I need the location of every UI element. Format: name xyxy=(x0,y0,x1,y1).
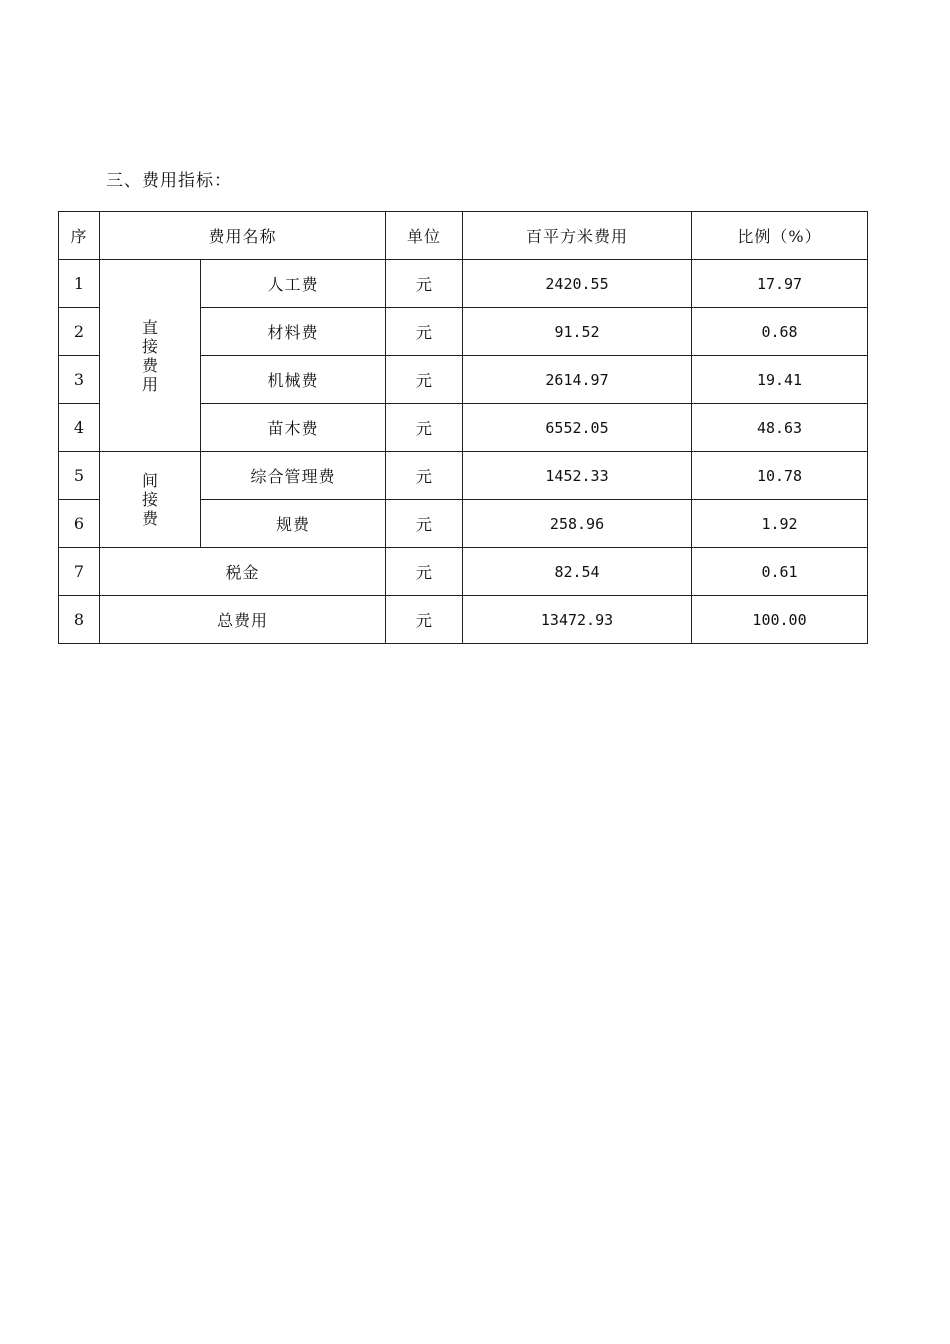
row-name: 机械费 xyxy=(201,356,386,404)
row-seq: 5 xyxy=(59,452,100,500)
group-indirect-label: 间接费 xyxy=(141,471,158,528)
row-name: 规费 xyxy=(201,500,386,548)
header-seq: 序 xyxy=(59,212,100,260)
row-cost: 258.96 xyxy=(463,500,692,548)
row-ratio: 100.00 xyxy=(692,596,868,644)
row-unit: 元 xyxy=(386,404,463,452)
row-seq: 8 xyxy=(59,596,100,644)
row-cost: 13472.93 xyxy=(463,596,692,644)
row-cost: 6552.05 xyxy=(463,404,692,452)
group-direct-label: 直接费用 xyxy=(141,317,158,394)
row-cost: 1452.33 xyxy=(463,452,692,500)
row-unit: 元 xyxy=(386,500,463,548)
row-unit: 元 xyxy=(386,548,463,596)
row-name: 综合管理费 xyxy=(201,452,386,500)
row-ratio: 0.61 xyxy=(692,548,868,596)
row-ratio: 10.78 xyxy=(692,452,868,500)
section-heading: 三、费用指标： xyxy=(106,171,232,191)
row-ratio: 0.68 xyxy=(692,308,868,356)
row-unit: 元 xyxy=(386,452,463,500)
table-row xyxy=(59,452,868,500)
row-seq: 7 xyxy=(59,548,100,596)
group-direct-cost xyxy=(100,260,201,452)
row-cost: 2420.55 xyxy=(463,260,692,308)
row-ratio: 48.63 xyxy=(692,404,868,452)
header-ratio: 比例（%） xyxy=(692,212,868,260)
row-unit: 元 xyxy=(386,356,463,404)
table-row xyxy=(59,548,868,596)
row-name: 总费用 xyxy=(100,596,386,644)
row-seq: 3 xyxy=(59,356,100,404)
row-name: 税金 xyxy=(100,548,386,596)
table-row-total xyxy=(59,596,868,644)
row-seq: 4 xyxy=(59,404,100,452)
row-name: 材料费 xyxy=(201,308,386,356)
row-unit: 元 xyxy=(386,308,463,356)
header-name: 费用名称 xyxy=(100,212,386,260)
header-unit: 单位 xyxy=(386,212,463,260)
row-seq: 6 xyxy=(59,500,100,548)
row-unit: 元 xyxy=(386,260,463,308)
row-name: 人工费 xyxy=(201,260,386,308)
row-cost: 82.54 xyxy=(463,548,692,596)
row-ratio: 1.92 xyxy=(692,500,868,548)
table-header-row xyxy=(59,212,868,260)
row-ratio: 19.41 xyxy=(692,356,868,404)
row-cost: 2614.97 xyxy=(463,356,692,404)
table-row xyxy=(59,260,868,308)
group-indirect-cost xyxy=(100,452,201,548)
header-cost: 百平方米费用 xyxy=(463,212,692,260)
row-name: 苗木费 xyxy=(201,404,386,452)
row-seq: 2 xyxy=(59,308,100,356)
row-cost: 91.52 xyxy=(463,308,692,356)
row-seq: 1 xyxy=(59,260,100,308)
row-unit: 元 xyxy=(386,596,463,644)
cost-index-table xyxy=(58,211,868,644)
row-ratio: 17.97 xyxy=(692,260,868,308)
